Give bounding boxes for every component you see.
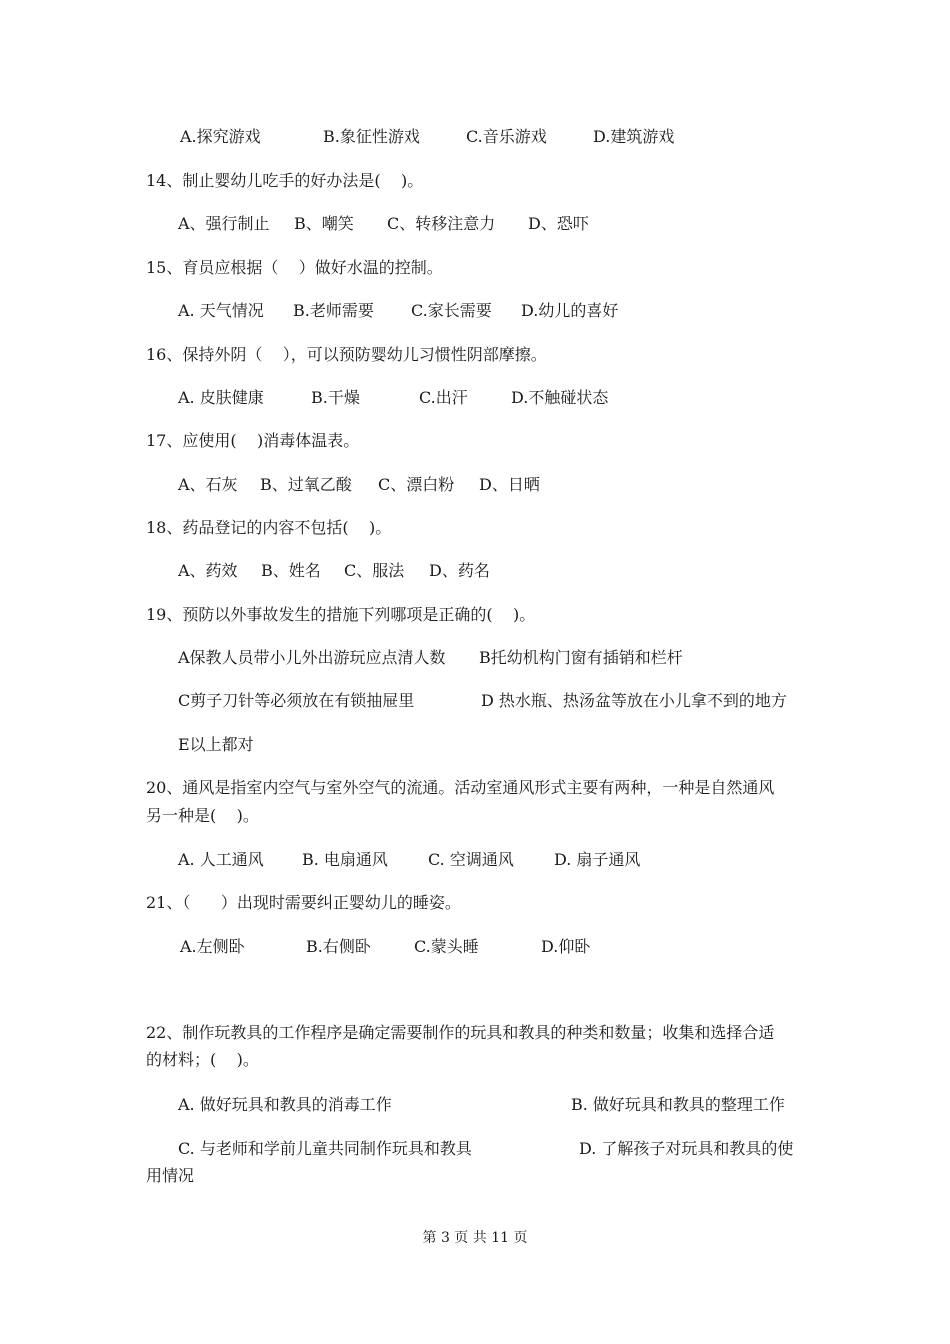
q17-option-a: A、石灰 [178,475,238,494]
q14-option-b: B、嘲笑 [294,214,354,233]
q21-option-d: D.仰卧 [541,937,591,956]
q18-option-b: B、姓名 [261,561,321,580]
q22-option-c: C. 与老师和学前儿童共同制作玩具和教具 [178,1139,472,1158]
q18-option-a: A、药效 [178,561,238,580]
q22-option-d-line2: 用情况 [146,1166,195,1185]
q15-option-a: A. 天气情况 [178,301,264,320]
q13-option-d: D.建筑游戏 [593,127,675,146]
q18-stem: 18、药品登记的内容不包括( )。 [146,518,392,537]
q20-stem-line1: 20、通风是指室内空气与室外空气的流通。活动室通风形式主要有两种，一种是自然通风 [146,778,775,797]
q22-option-a: A. 做好玩具和教具的消毒工作 [178,1095,392,1114]
page-number-footer: 第 3 页 共 11 页 [422,1230,528,1246]
q15-option-c: C.家长需要 [411,301,492,320]
q16-option-c: C.出汗 [419,388,468,407]
q15-stem: 15、育员应根据（ ）做好水温的控制。 [146,258,443,277]
q17-stem: 17、应使用( )消毒体温表。 [146,431,360,450]
q21-option-a: A.左侧卧 [180,937,245,956]
q19-option-a: A保教人员带小儿外出游玩应点清人数 [178,648,446,667]
q20-option-d: D. 扇子通风 [554,850,641,869]
q18-option-c: C、服法 [344,561,405,580]
q20-option-b: B. 电扇通风 [302,850,388,869]
q19-option-b: B托幼机构门窗有插销和栏杆 [479,648,683,667]
q20-option-a: A. 人工通风 [178,850,264,869]
q22-option-d-line1: D. 了解孩子对玩具和教具的使 [579,1139,794,1158]
q15-option-d: D.幼儿的喜好 [521,301,619,320]
q22-option-b: B. 做好玩具和教具的整理工作 [571,1095,785,1114]
q19-option-e: E以上都对 [178,735,254,754]
q19-option-d: D 热水瓶、热汤盆等放在小儿拿不到的地方 [481,691,787,710]
q14-stem: 14、制止婴幼儿吃手的好办法是( )。 [146,171,424,190]
q17-option-d: D、日晒 [479,475,540,494]
q14-option-d: D、恐吓 [528,214,589,233]
q21-stem: 21、（ ）出现时需要纠正婴幼儿的睡姿。 [146,893,461,912]
q19-option-c: C剪子刀针等必须放在有锁抽屉里 [178,691,415,710]
q21-option-b: B.右侧卧 [306,937,371,956]
q17-option-b: B、过氧乙酸 [260,475,352,494]
q20-option-c: C. 空调通风 [428,850,514,869]
q13-option-c: C.音乐游戏 [466,127,547,146]
q16-option-d: D.不触碰状态 [511,388,609,407]
q21-option-c: C.蒙头睡 [414,937,479,956]
q16-option-b: B.干燥 [311,388,360,407]
q22-stem-line1: 22、制作玩教具的工作程序是确定需要制作的玩具和教具的种类和数量；收集和选择合适 [146,1023,775,1042]
q20-stem-line2: 另一种是( )。 [146,806,259,825]
q18-option-d: D、药名 [429,561,490,580]
q14-option-c: C、转移注意力 [387,214,496,233]
q17-option-c: C、漂白粉 [378,475,455,494]
q16-stem: 16、保持外阴（ ），可以预防婴幼儿习惯性阴部摩擦。 [146,345,547,364]
q13-option-a: A.探究游戏 [180,127,261,146]
q16-option-a: A. 皮肤健康 [178,388,264,407]
q19-stem: 19、预防以外事故发生的措施下列哪项是正确的( )。 [146,605,536,624]
q13-option-b: B.象征性游戏 [323,127,420,146]
q22-stem-line2: 的材料；( )。 [146,1050,259,1069]
q14-option-a: A、强行制止 [178,214,270,233]
q15-option-b: B.老师需要 [293,301,374,320]
